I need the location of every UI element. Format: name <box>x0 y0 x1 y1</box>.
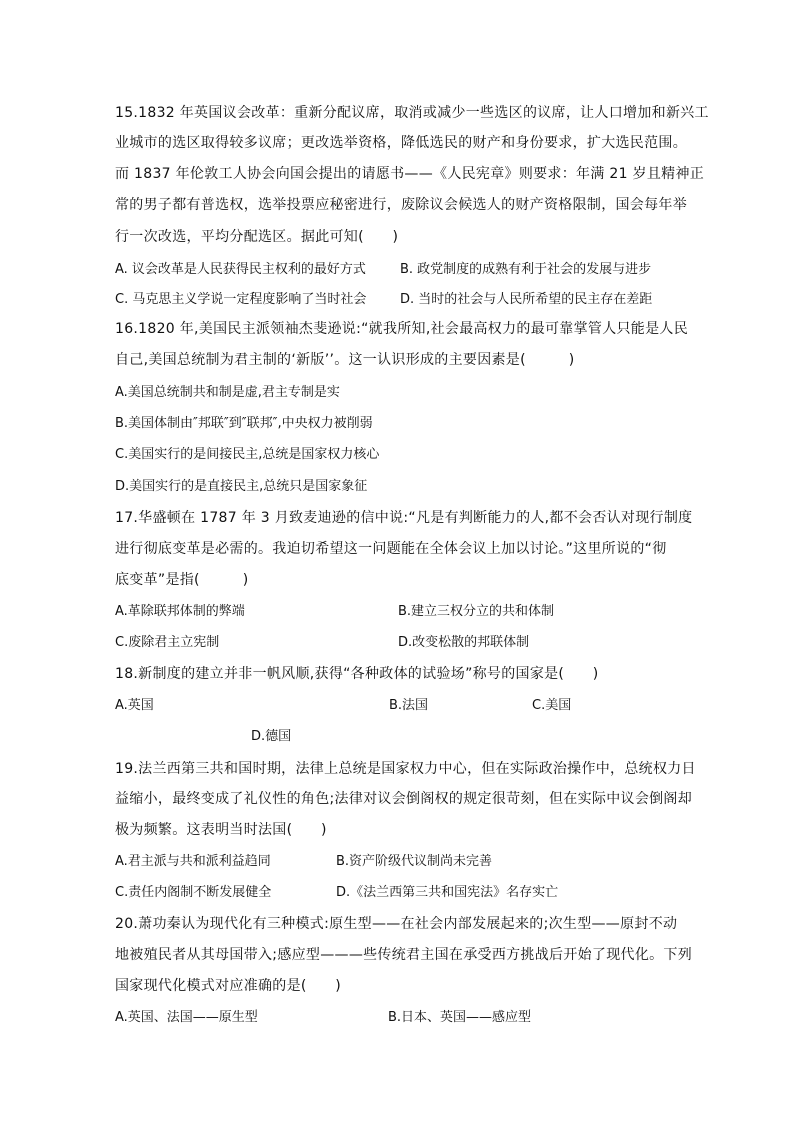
question-19-option-c: C.责任内阁制不断发展健全 <box>115 885 272 900</box>
question-16-option-d: D.美国实行的是直接民主,总统只是国家象征 <box>115 479 368 494</box>
question-17-option-a: A.革除联邦体制的弊端 <box>115 604 245 619</box>
question-20-option-b: B.日本、英国——感应型 <box>388 1010 532 1025</box>
question-16-line-1: 16.1820 年,美国民主派领袖杰斐逊说:“就我所知,社会最高权力的最可靠掌管人只能是人民 <box>115 321 689 337</box>
question-19-line-1: 19.法兰西第三共和国时期，法律上总统是国家权力中心，但在实际政治操作中，总统权力日 <box>115 761 696 777</box>
question-17-option-b: B.建立三权分立的共和体制 <box>398 604 555 619</box>
question-15-option-d: D. 当时的社会与人民所希望的民主存在差距 <box>400 292 653 307</box>
question-17-line-3: 底变革”是指( ) <box>115 572 249 588</box>
question-15-line-4: 常的男子都有普选权，选举投票应秘密进行，废除议会候选人的财产资格限制，国会每年举 <box>115 197 687 213</box>
question-20-line-3: 国家现代化模式对应准确的是( ) <box>115 978 342 994</box>
question-15-option-a: A. 议会改革是人民获得民主权利的最好方式 <box>115 262 366 277</box>
question-18-option-c: C.美国 <box>532 698 572 713</box>
question-19-line-3: 极为频繁。这表明当时法国( ) <box>115 822 327 838</box>
question-15-option-b: B. 政党制度的成熟有利于社会的发展与进步 <box>400 262 652 277</box>
question-17-option-c: C.废除君主立宪制 <box>115 635 220 650</box>
question-16-option-a: A.美国总统制共和制是虚,君主专制是实 <box>115 385 340 400</box>
question-17-option-d: D.改变松散的邦联体制 <box>398 635 530 650</box>
question-16-line-2: 自己,美国总统制为君主制的‘新版’’。这一认识形成的主要因素是( ) <box>115 352 575 368</box>
question-15-line-5: 行一次改选，平均分配选区。据此可知( ) <box>115 229 399 245</box>
question-15-line-3: 而 1837 年伦敦工人协会向国会提出的请愿书——《人民宪章》则要求：年满 21 岁且精神正 <box>115 166 705 182</box>
question-20-line-1: 20.萧功秦认为现代化有三种模式:原生型——在社会内部发展起来的;次生型——原封不动 <box>115 916 678 932</box>
question-18-option-a: A.英国 <box>115 698 154 713</box>
question-16-option-b: B.美国体制由″邦联″到″联邦″,中央权力被削弱 <box>115 416 373 431</box>
question-19-option-a: A.君主派与共和派利益趋同 <box>115 854 271 869</box>
question-15-option-c: C. 马克思主义学说一定程度影响了当时社会 <box>115 292 367 307</box>
question-18-line-1: 18.新制度的建立并非一帆风顺,获得“各种政体的试验场”称号的国家是( ) <box>115 666 599 682</box>
question-20-option-a: A.英国、法国——原生型 <box>115 1010 258 1025</box>
question-17-line-2: 进行彻底变革是必需的。我迫切希望这一问题能在全体会议上加以讨论。”这里所说的“彻 <box>115 541 667 557</box>
question-15-line-2: 业城市的选区取得较多议席；更改选举资格，降低选民的财产和身份要求，扩大选民范围。 <box>115 135 687 151</box>
question-20-line-2: 地被殖民者从其母国带入;感应型———些传统君主国在承受西方挑战后开始了现代化。下列 <box>115 947 693 963</box>
question-19-option-d: D.《法兰西第三共和国宪法》名存实亡 <box>336 885 559 900</box>
question-18-option-b: B.法国 <box>389 698 429 713</box>
question-17-line-1: 17.华盛顿在 1787 年 3 月致麦迪逊的信中说:“凡是有判断能力的人,都不会否认对现行制度 <box>115 510 693 526</box>
question-16-option-c: C.美国实行的是间接民主,总统是国家权力核心 <box>115 447 380 462</box>
question-18-option-d: D.德国 <box>251 729 292 744</box>
question-15-line-1: 15.1832 年英国议会改革：重新分配议席，取消或减少一些选区的议席，让人口增加和新兴工 <box>115 105 709 121</box>
question-19-line-2: 益缩小，最终变成了礼仪性的角色;法律对议会倒阁权的规定很苛刻，但在实际中议会倒阁却 <box>115 791 693 807</box>
question-19-option-b: B.资产阶级代议制尚未完善 <box>336 854 493 869</box>
